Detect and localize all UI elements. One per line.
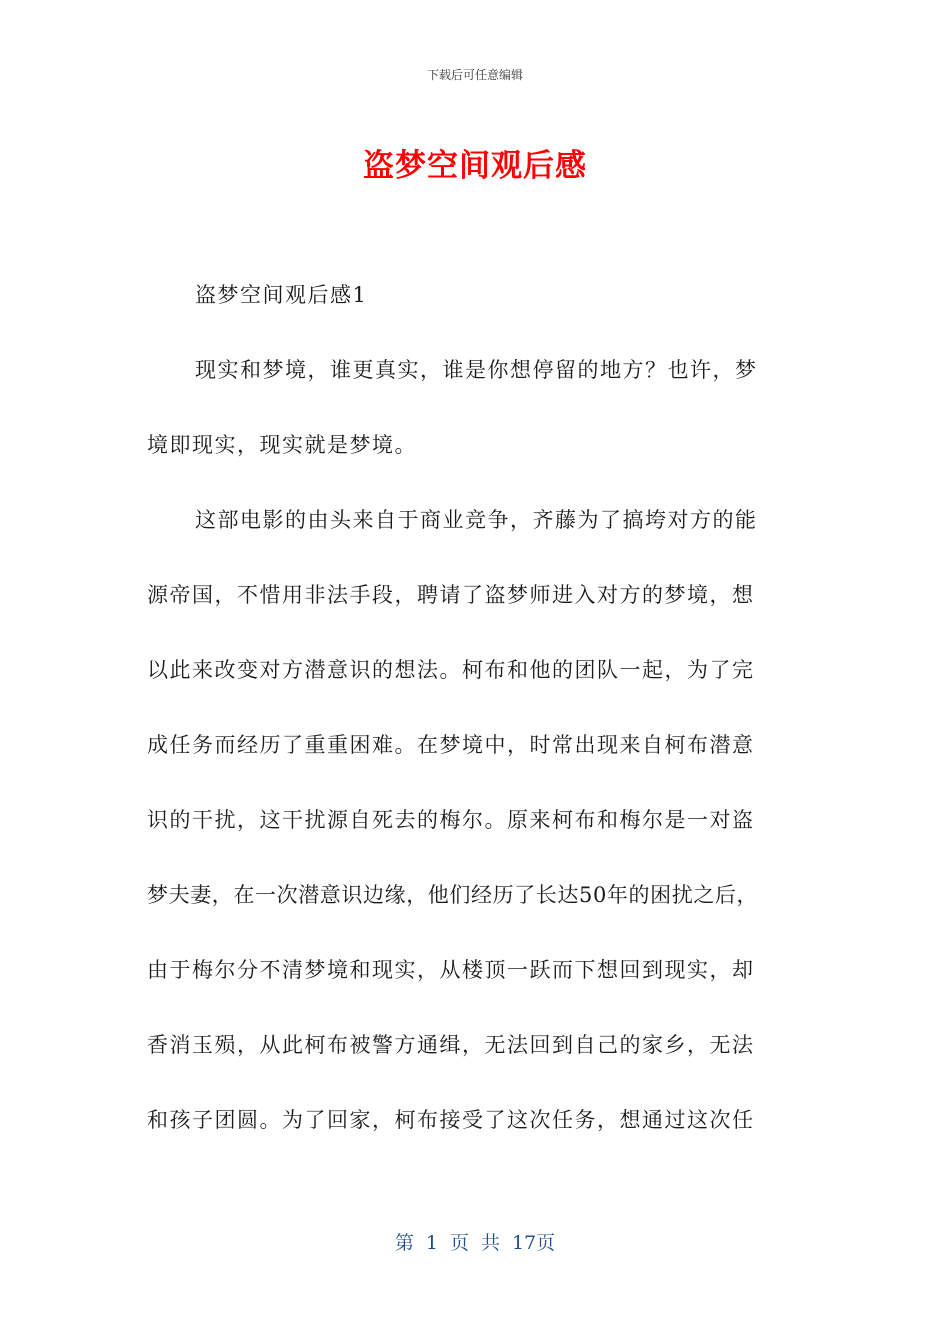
paragraph-line: 境即现实，现实就是梦境。 (147, 433, 417, 457)
paragraph-line: 源帝国，不惜用非法手段，聘请了盗梦师进入对方的梦境，想 (147, 583, 755, 607)
paragraph-line: 和孩子团圆。为了回家，柯布接受了这次任务，想通过这次任 (147, 1108, 755, 1132)
paragraph-line: 以此来改变对方潜意识的想法。柯布和他的团队一起，为了完 (147, 658, 755, 682)
paragraph-line: 成任务而经历了重重困难。在梦境中，时常出现来自柯布潜意 (147, 733, 755, 757)
paragraph-line: 识的干扰，这干扰源自死去的梅尔。原来柯布和梅尔是一对盗 (147, 808, 755, 832)
page-number: 1 (425, 1232, 438, 1254)
page-footer (0, 1228, 950, 1255)
section-heading: 盗梦空间观后感1 (195, 283, 368, 307)
paragraph-line: 香消玉殒，从此柯布被警方通缉，无法回到自己的家乡，无法 (147, 1033, 755, 1057)
paragraph-line: 这部电影的由头来自于商业竞争，齐藤为了搞垮对方的能 (195, 508, 758, 532)
document-title: 盗梦空间观后感 (363, 148, 587, 184)
total-pages: 17页 (511, 1232, 556, 1254)
paragraph-line: 现实和梦境，谁更真实，谁是你想停留的地方？也许，梦 (195, 358, 758, 382)
footer-total-prefix: 共 (480, 1232, 500, 1254)
footer-page-unit: 页 (449, 1232, 469, 1254)
footer-prefix: 第 (394, 1232, 414, 1254)
paragraph-line: 梦夫妻，在一次潜意识边缘，他们经历了长达50年的困扰之后， (147, 883, 759, 907)
header-note: 下载后可任意编辑 (426, 68, 523, 82)
paragraph-line: 由于梅尔分不清梦境和现实，从楼顶一跃而下想回到现实，却 (147, 958, 755, 982)
